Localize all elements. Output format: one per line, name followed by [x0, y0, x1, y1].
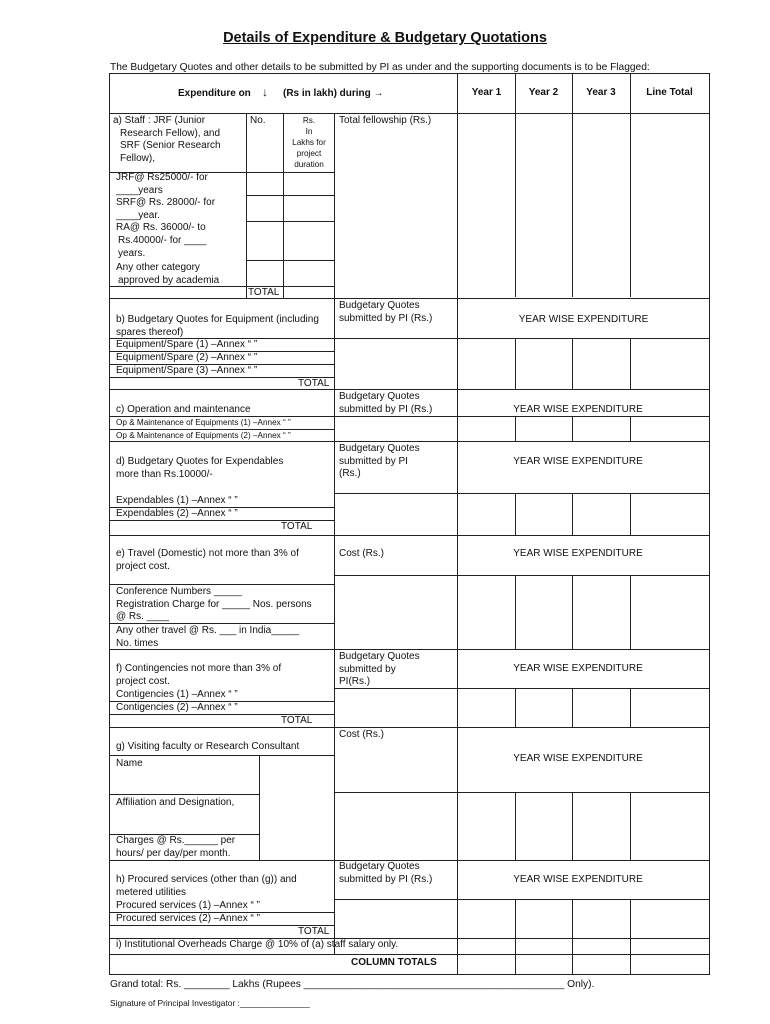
- visiting-name: Name: [116, 758, 143, 769]
- overheads-label: i) Institutional Overheads Charge @ 10% of (a) staff salary only.: [116, 939, 399, 950]
- staff-jrf-1: JRF@ Rs25000/- for: [116, 172, 208, 183]
- equipment-item-2: Equipment/Spare (2) –Annex “ ”: [116, 352, 258, 363]
- expendables-item-2: Expendables (2) –Annex “ ”: [116, 508, 238, 519]
- procured-item-1: Procured services (1) –Annex “ ”: [116, 900, 260, 911]
- visiting-year-wise: YEAR WISE EXPENDITURE: [513, 753, 643, 764]
- travel-other-1: Any other travel @ Rs. ___ in India_____: [116, 625, 300, 636]
- staff-ra-3: years.: [118, 247, 146, 259]
- staff-srf-1: SRF@ Rs. 28000/- for: [116, 197, 216, 209]
- header-year2: Year 2: [528, 87, 559, 98]
- contingencies-label-1: f) Contingencies not more than 3% of: [116, 663, 282, 674]
- equipment-total: TOTAL: [298, 378, 330, 389]
- procured-label-1: h) Procured services (other than (g)) and: [116, 874, 297, 885]
- header-expenditure-on: Expenditure on: [178, 88, 251, 99]
- staff-total: TOTAL: [248, 287, 280, 298]
- expendables-quote-3: (Rs.): [339, 468, 361, 480]
- operation-label: c) Operation and maintenance: [116, 404, 251, 415]
- staff-label-4: Fellow),: [120, 152, 156, 164]
- column-totals: COLUMN TOTALS: [351, 957, 437, 968]
- header-during: (Rs in lakh) during →: [283, 88, 384, 99]
- expendables-quote-1: Budgetary Quotes: [339, 443, 420, 454]
- staff-total-fellowship: Total fellowship (Rs.): [339, 115, 432, 126]
- expendables-year-wise: YEAR WISE EXPENDITURE: [513, 456, 643, 467]
- expendables-label-1: d) Budgetary Quotes for Expendables: [116, 456, 284, 467]
- operation-item-1: Op & Maintenance of Equipments (1) –Annex “ ”: [116, 418, 291, 427]
- page-title: Details of Expenditure & Budgetary Quotations: [223, 30, 547, 46]
- staff-ra-2: Rs.40000/- for ____: [118, 235, 207, 246]
- operation-year-wise: YEAR WISE EXPENDITURE: [513, 404, 643, 415]
- expendables-item-1: Expendables (1) –Annex “ ”: [116, 495, 238, 506]
- staff-label-1: a) Staff : JRF (Junior: [113, 115, 206, 126]
- staff-rs-1: Rs.: [302, 116, 316, 125]
- operation-item-2: Op & Maintenance of Equipments (2) –Annex “ ”: [116, 431, 291, 440]
- visiting-charges-2: hours/ per day/per month.: [116, 847, 231, 859]
- contingencies-quote-3: PI(Rs.): [339, 676, 371, 688]
- equipment-label-2: spares thereof): [116, 326, 184, 338]
- staff-label-3: SRF (Senior Research: [120, 140, 221, 152]
- arrow-down-icon: ↓: [262, 85, 268, 99]
- staff-srf-2: ____year.: [116, 209, 160, 221]
- staff-other-2: approved by academia: [118, 274, 220, 286]
- visiting-affiliation: Affiliation and Designation,: [116, 797, 235, 808]
- visiting-cost: Cost (Rs.): [339, 729, 384, 740]
- travel-label-2: project cost.: [116, 560, 170, 572]
- equipment-item-3: Equipment/Spare (3) –Annex “ ”: [116, 365, 258, 376]
- travel-year-wise: YEAR WISE EXPENDITURE: [513, 548, 643, 559]
- staff-jrf-2: ____years: [116, 184, 163, 196]
- operation-quote-2: submitted by PI (Rs.): [339, 403, 433, 415]
- equipment-quote-2: submitted by PI (Rs.): [339, 312, 433, 324]
- contingencies-quote-1: Budgetary Quotes: [339, 651, 420, 662]
- equipment-quote-1: Budgetary Quotes: [339, 300, 420, 311]
- travel-conf-2: Registration Charge for _____ Nos. persons: [116, 598, 312, 610]
- grand-total: Grand total: Rs. ________ Lakhs (Rupees ______________________________________________ Only).: [110, 979, 595, 990]
- contingencies-item-1: Contigencies (1) –Annex “ ”: [116, 689, 238, 700]
- contingencies-year-wise: YEAR WISE EXPENDITURE: [513, 663, 643, 674]
- staff-no: No.: [250, 115, 266, 126]
- visiting-charges-1: Charges @ Rs.______ per: [116, 835, 236, 846]
- equipment-label-1: b) Budgetary Quotes for Equipment (including: [116, 314, 319, 325]
- expendables-label-2: more than Rs.10000/-: [116, 468, 213, 480]
- staff-rs-3: Lakhs for: [292, 138, 326, 147]
- procured-total: TOTAL: [298, 926, 330, 937]
- equipment-year-wise: YEAR WISE EXPENDITURE: [518, 314, 649, 325]
- operation-quote-1: Budgetary Quotes: [339, 391, 420, 402]
- contingencies-quote-2: submitted by: [339, 663, 396, 675]
- expendables-quote-2: submitted by PI: [339, 455, 408, 467]
- travel-other-2: No. times: [116, 637, 159, 649]
- procured-year-wise: YEAR WISE EXPENDITURE: [513, 874, 643, 885]
- procured-label-2: metered utilities: [116, 886, 187, 898]
- header-year1: Year 1: [471, 87, 502, 98]
- procured-quote-2: submitted by PI (Rs.): [339, 873, 433, 885]
- header-line-total: Line Total: [646, 87, 693, 98]
- signature-line: Signature of Principal Investigator :_______________: [110, 998, 310, 1008]
- contingencies-item-2: Contigencies (2) –Annex “ ”: [116, 702, 238, 713]
- equipment-item-1: Equipment/Spare (1) –Annex “ ”: [116, 339, 258, 350]
- staff-label-2: Research Fellow), and: [120, 127, 221, 139]
- staff-ra-1: RA@ Rs. 36000/- to: [116, 222, 206, 234]
- travel-label-1: e) Travel (Domestic) not more than 3% of: [116, 548, 299, 559]
- staff-other-1: Any other category: [116, 262, 200, 273]
- header-year3: Year 3: [586, 87, 616, 98]
- expendables-total: TOTAL: [281, 521, 313, 532]
- procured-quote-1: Budgetary Quotes: [339, 861, 420, 872]
- visiting-label: g) Visiting faculty or Research Consultant: [116, 741, 300, 752]
- intro-text: The Budgetary Quotes and other details to be submitted by PI as under and the supporting documents is to be Flagged:: [110, 62, 650, 73]
- travel-conf-3: @ Rs. ____: [116, 611, 169, 623]
- procured-item-2: Procured services (2) –Annex “ ”: [116, 913, 260, 924]
- staff-rs-4: project: [296, 149, 322, 158]
- travel-conf-1: Conference Numbers _____: [116, 586, 242, 597]
- travel-cost: Cost (Rs.): [339, 548, 384, 559]
- contingencies-total: TOTAL: [281, 715, 313, 726]
- contingencies-label-2: project cost.: [116, 675, 170, 687]
- staff-rs-5: duration: [294, 160, 324, 169]
- staff-rs-2: In: [305, 127, 313, 136]
